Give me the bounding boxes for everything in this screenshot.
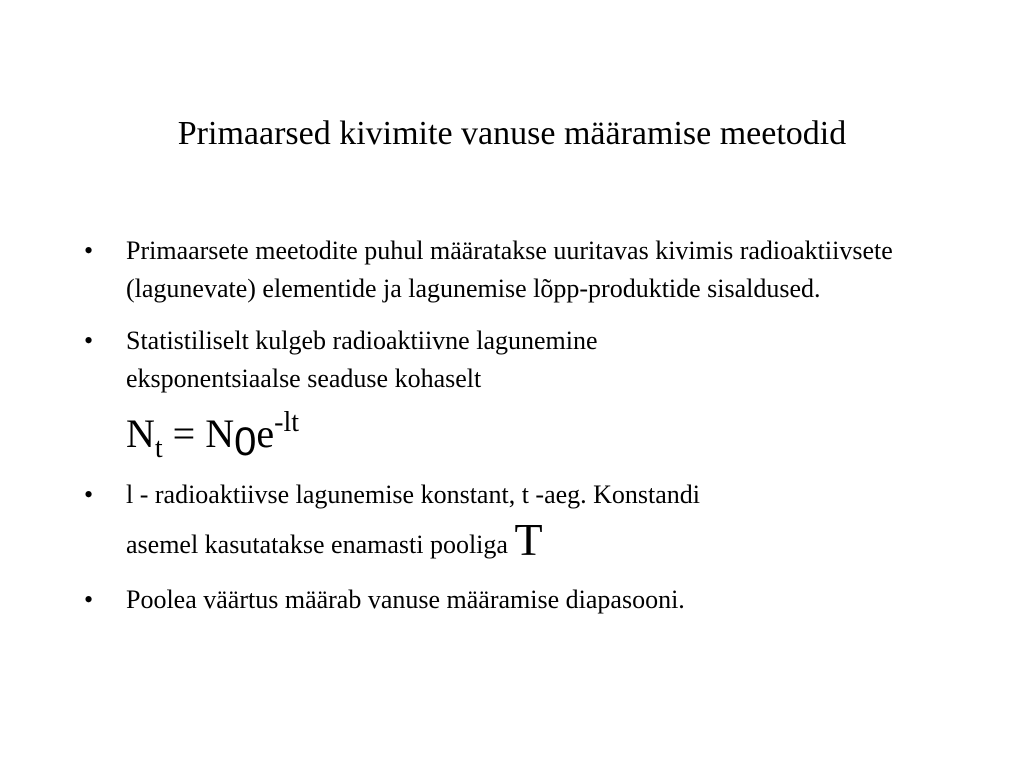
bullet-marker: • bbox=[84, 236, 94, 265]
bullet-text-line-with-symbol bbox=[126, 514, 964, 571]
formula-e: e bbox=[256, 411, 275, 456]
bullet-text: Poolea väärtus määrab vanuse määramise diapasooni. bbox=[126, 585, 685, 614]
bullet-item bbox=[84, 322, 964, 472]
bullet-marker: • bbox=[84, 326, 94, 355]
formula-exponent: -lt bbox=[274, 407, 300, 438]
bullet-item bbox=[84, 232, 964, 308]
bullet-item bbox=[84, 476, 964, 571]
bullet-text-line: l - radioaktiivse lagunemise konstant, t -aeg. Konstandi bbox=[126, 480, 701, 509]
slide-body bbox=[84, 232, 964, 619]
formula-subscript-t: t bbox=[154, 433, 163, 464]
formula-equals: = bbox=[162, 411, 206, 456]
slide-title: Primaarsed kivimite vanuse määramise meetodid bbox=[177, 115, 847, 152]
decay-formula bbox=[126, 400, 964, 472]
half-life-symbol: T bbox=[514, 514, 543, 565]
bullet-item bbox=[84, 581, 964, 619]
formula-subscript-0: 0 bbox=[234, 420, 257, 464]
bullet-marker: • bbox=[84, 585, 94, 614]
bullet-text-line: eksponentsiaalse seaduse kohaselt bbox=[126, 364, 482, 393]
formula-N: N bbox=[126, 411, 155, 456]
formula-N0: N bbox=[205, 411, 235, 456]
bullet-text-line: Statistiliselt kulgeb radioaktiivne lagunemine bbox=[126, 326, 598, 355]
bullet-marker: • bbox=[84, 480, 94, 509]
bullet-text: Primaarsete meetodite puhul määratakse uuritavas kivimis radioaktiivsete (lagunevate) elementide ja lagunemise lõpp-produktide sisaldused. bbox=[126, 236, 893, 303]
bullet-text-line: asemel kasutatakse enamasti pooliga bbox=[126, 530, 515, 559]
